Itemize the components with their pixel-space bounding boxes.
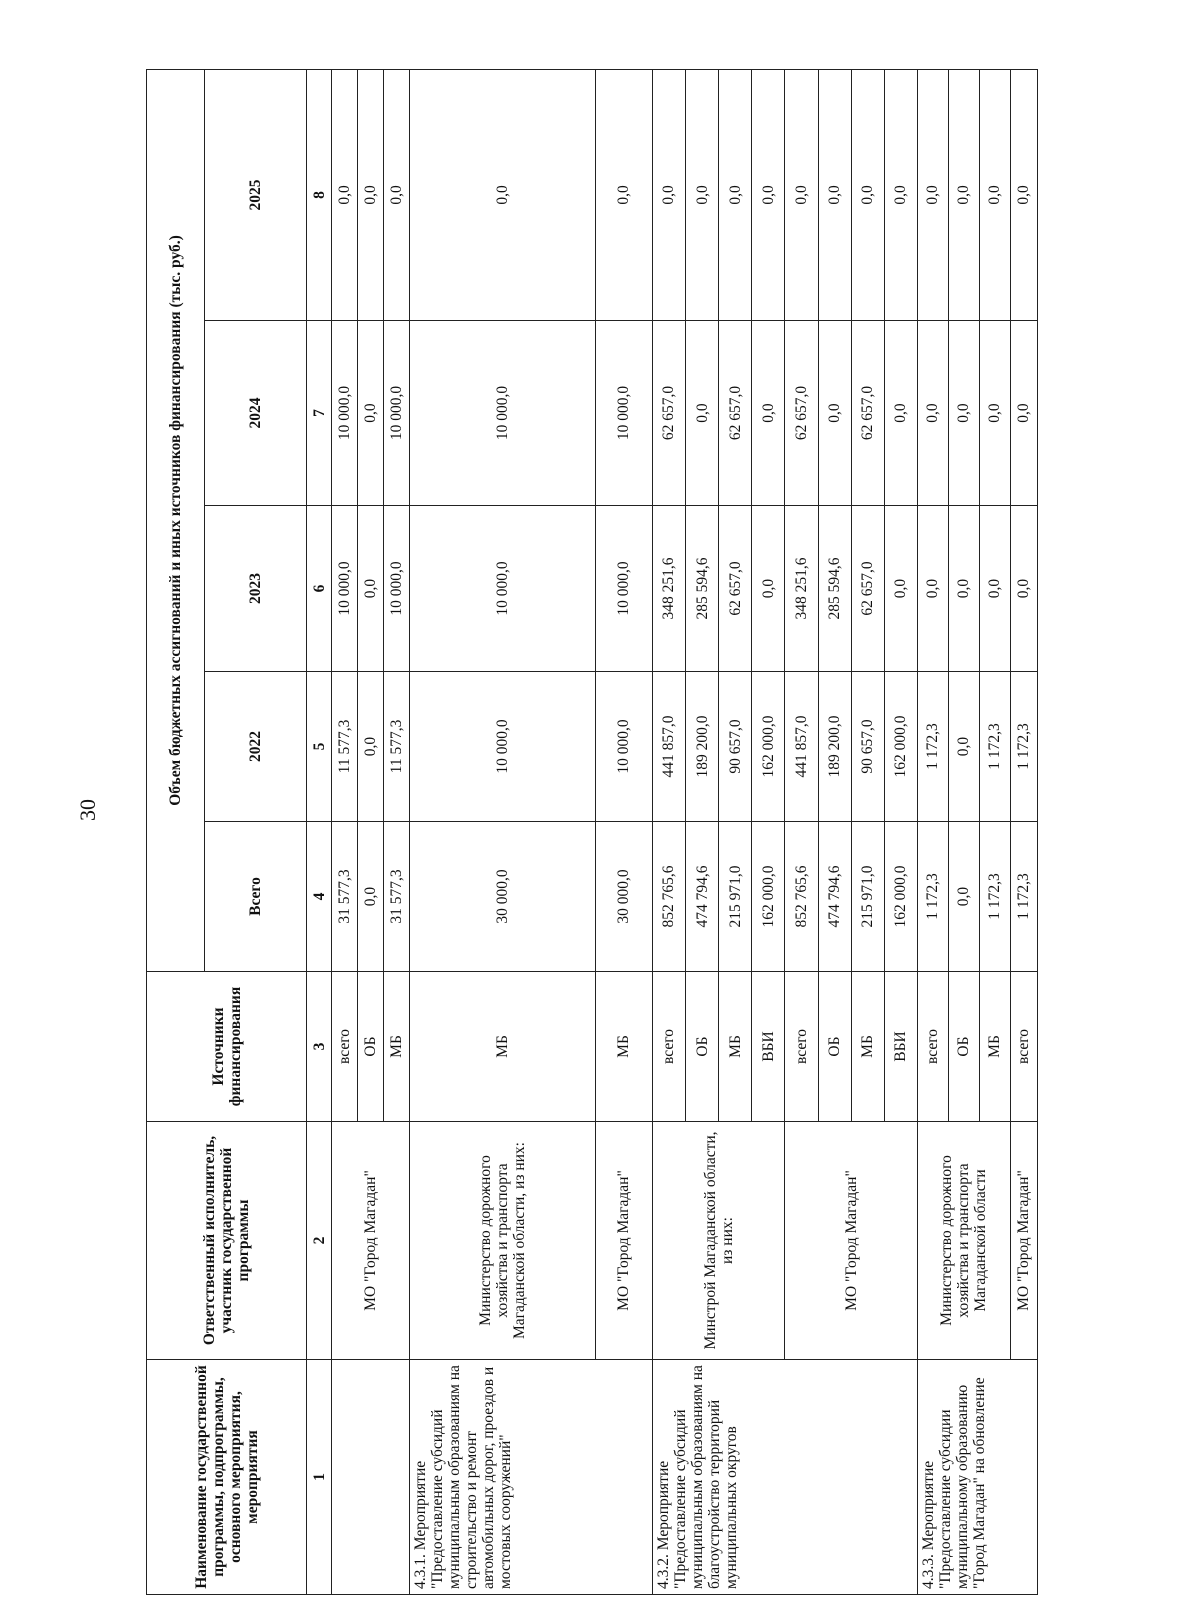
value-cell: 0,0 (979, 506, 1010, 672)
value-cell: 0,0 (358, 321, 384, 506)
value-cell: 10 000,0 (409, 506, 595, 672)
value-cell: 0,0 (752, 69, 785, 320)
source-cell: ОБ (686, 972, 719, 1122)
index-cell: 7 (307, 321, 332, 506)
source-cell: всего (652, 972, 685, 1122)
source-cell: МБ (596, 972, 653, 1122)
value-cell: 162 000,0 (752, 822, 785, 972)
value-cell: 0,0 (332, 69, 358, 320)
value-cell: 11 577,3 (383, 672, 409, 822)
index-cell: 5 (307, 672, 332, 822)
executor-cell: Министерство дорожного хозяйства и транспорта Магаданской области, из них: (409, 1122, 595, 1360)
value-cell: 62 657,0 (851, 321, 884, 506)
value-cell: 189 200,0 (818, 672, 851, 822)
value-cell: 30 000,0 (409, 822, 595, 972)
index-row (307, 69, 332, 1594)
source-cell: ВБИ (752, 972, 785, 1122)
source-cell: всего (1010, 972, 1037, 1122)
value-cell: 0,0 (917, 69, 948, 320)
value-cell: 31 577,3 (383, 822, 409, 972)
value-cell: 0,0 (884, 321, 917, 506)
value-cell: 0,0 (818, 69, 851, 320)
table-row (409, 69, 595, 1594)
value-cell: 0,0 (409, 69, 595, 320)
value-cell: 1 172,3 (1010, 822, 1037, 972)
value-cell: 0,0 (851, 69, 884, 320)
value-cell: 285 594,6 (818, 506, 851, 672)
financing-table (146, 69, 1038, 1595)
value-cell: 62 657,0 (719, 506, 752, 672)
value-cell: 11 577,3 (332, 672, 358, 822)
value-cell: 189 200,0 (686, 672, 719, 822)
value-cell: 30 000,0 (596, 822, 653, 972)
header-2022: 2022 (204, 672, 306, 822)
executor-cell: МО "Город Магадан" (596, 1122, 653, 1360)
value-cell: 0,0 (686, 321, 719, 506)
executor-cell: МО "Город Магадан" (1010, 1122, 1037, 1360)
value-cell: 90 657,0 (719, 672, 752, 822)
value-cell: 0,0 (652, 69, 685, 320)
source-cell: МБ (409, 972, 595, 1122)
value-cell: 441 857,0 (785, 672, 818, 822)
value-cell: 215 971,0 (719, 822, 752, 972)
source-cell: МБ (851, 972, 884, 1122)
value-cell: 0,0 (358, 506, 384, 672)
value-cell: 10 000,0 (409, 321, 595, 506)
value-cell: 0,0 (948, 506, 979, 672)
value-cell: 0,0 (752, 321, 785, 506)
header-total: Всего (204, 822, 306, 972)
value-cell: 62 657,0 (785, 321, 818, 506)
value-cell: 0,0 (358, 672, 384, 822)
index-cell: 1 (307, 1360, 332, 1595)
value-cell: 10 000,0 (383, 321, 409, 506)
value-cell: 0,0 (1010, 506, 1037, 672)
rotated-table-container (146, 70, 1038, 1595)
value-cell: 10 000,0 (596, 506, 653, 672)
value-cell: 852 765,6 (652, 822, 685, 972)
header-row (147, 69, 205, 1594)
table-row (332, 69, 358, 1594)
value-cell: 474 794,6 (686, 822, 719, 972)
header-2024: 2024 (204, 321, 306, 506)
value-cell: 1 172,3 (979, 672, 1010, 822)
source-cell: ОБ (818, 972, 851, 1122)
page-number: 30 (75, 799, 100, 821)
value-cell: 162 000,0 (752, 672, 785, 822)
value-cell: 0,0 (383, 69, 409, 320)
table-row (652, 69, 685, 1594)
value-cell: 348 251,6 (652, 506, 685, 672)
value-cell: 0,0 (358, 822, 384, 972)
table-row (917, 69, 948, 1594)
program-name-cell (332, 1360, 410, 1595)
header-volume: Объем бюджетных ассигнований и иных источников финансирования (тыс. руб.) (147, 69, 205, 971)
value-cell: 62 657,0 (851, 506, 884, 672)
value-cell: 162 000,0 (884, 822, 917, 972)
index-cell: 3 (307, 972, 332, 1122)
value-cell: 31 577,3 (332, 822, 358, 972)
program-name-cell: 4.3.1. Мероприятие "Предоставление субсидий муниципальным образованиям на строительство и ремонт автомобильных дорог, проездов и мостовых сооружений" (409, 1360, 652, 1595)
value-cell: 90 657,0 (851, 672, 884, 822)
source-cell: ОБ (358, 972, 384, 1122)
value-cell: 0,0 (948, 672, 979, 822)
value-cell: 10 000,0 (596, 321, 653, 506)
value-cell: 62 657,0 (652, 321, 685, 506)
value-cell: 1 172,3 (979, 822, 1010, 972)
value-cell: 10 000,0 (409, 672, 595, 822)
source-cell: всего (785, 972, 818, 1122)
value-cell: 0,0 (1010, 321, 1037, 506)
source-cell: МБ (383, 972, 409, 1122)
value-cell: 852 765,6 (785, 822, 818, 972)
index-cell: 8 (307, 69, 332, 320)
executor-cell: МО "Город Магадан" (785, 1122, 917, 1360)
executor-cell: Министерство дорожного хозяйства и транспорта Магаданской области (917, 1122, 1010, 1360)
value-cell: 441 857,0 (652, 672, 685, 822)
value-cell: 474 794,6 (818, 822, 851, 972)
source-cell: МБ (719, 972, 752, 1122)
index-cell: 6 (307, 506, 332, 672)
source-cell: ОБ (948, 972, 979, 1122)
source-cell: МБ (979, 972, 1010, 1122)
index-cell: 4 (307, 822, 332, 972)
value-cell: 0,0 (948, 69, 979, 320)
program-name-cell: 4.3.2. Мероприятие "Предоставление субсидий муниципальным образованиям на благоустройство территорий муниципальных округов (652, 1360, 917, 1595)
value-cell: 0,0 (1010, 69, 1037, 320)
value-cell: 0,0 (979, 321, 1010, 506)
header-executor: Ответственный исполнитель, участник государственной программы (147, 1122, 307, 1360)
value-cell: 0,0 (596, 69, 653, 320)
value-cell: 0,0 (979, 69, 1010, 320)
executor-cell: МО "Город Магадан" (332, 1122, 410, 1360)
value-cell: 0,0 (917, 506, 948, 672)
value-cell: 10 000,0 (596, 672, 653, 822)
table-body (147, 69, 1038, 1594)
header-2023: 2023 (204, 506, 306, 672)
source-cell: всего (917, 972, 948, 1122)
value-cell: 348 251,6 (785, 506, 818, 672)
value-cell: 10 000,0 (332, 506, 358, 672)
value-cell: 0,0 (917, 321, 948, 506)
value-cell: 0,0 (719, 69, 752, 320)
value-cell: 1 172,3 (917, 672, 948, 822)
value-cell: 62 657,0 (719, 321, 752, 506)
value-cell: 0,0 (948, 321, 979, 506)
executor-cell: Минстрой Магаданской области, из них: (652, 1122, 784, 1360)
index-cell: 2 (307, 1122, 332, 1360)
value-cell: 215 971,0 (851, 822, 884, 972)
value-cell: 1 172,3 (917, 822, 948, 972)
source-cell: ВБИ (884, 972, 917, 1122)
header-2025: 2025 (204, 69, 306, 320)
program-name-cell: 4.3.3. Мероприятие "Предоставление субсидии муниципальному образованию "Город Магадан" на обновление (917, 1360, 1037, 1595)
value-cell: 0,0 (884, 69, 917, 320)
header-name: Наименование государственной программы, подпрограммы, основного мероприятия, мероприятия (147, 1360, 307, 1595)
value-cell: 162 000,0 (884, 672, 917, 822)
value-cell: 10 000,0 (383, 506, 409, 672)
source-cell: всего (332, 972, 358, 1122)
header-sources: Источники финансирования (147, 972, 307, 1122)
value-cell: 1 172,3 (1010, 672, 1037, 822)
value-cell: 0,0 (785, 69, 818, 320)
value-cell: 0,0 (818, 321, 851, 506)
value-cell: 0,0 (686, 69, 719, 320)
value-cell: 0,0 (884, 506, 917, 672)
value-cell: 285 594,6 (686, 506, 719, 672)
value-cell: 10 000,0 (332, 321, 358, 506)
value-cell: 0,0 (752, 506, 785, 672)
value-cell: 0,0 (358, 69, 384, 320)
value-cell: 0,0 (948, 822, 979, 972)
